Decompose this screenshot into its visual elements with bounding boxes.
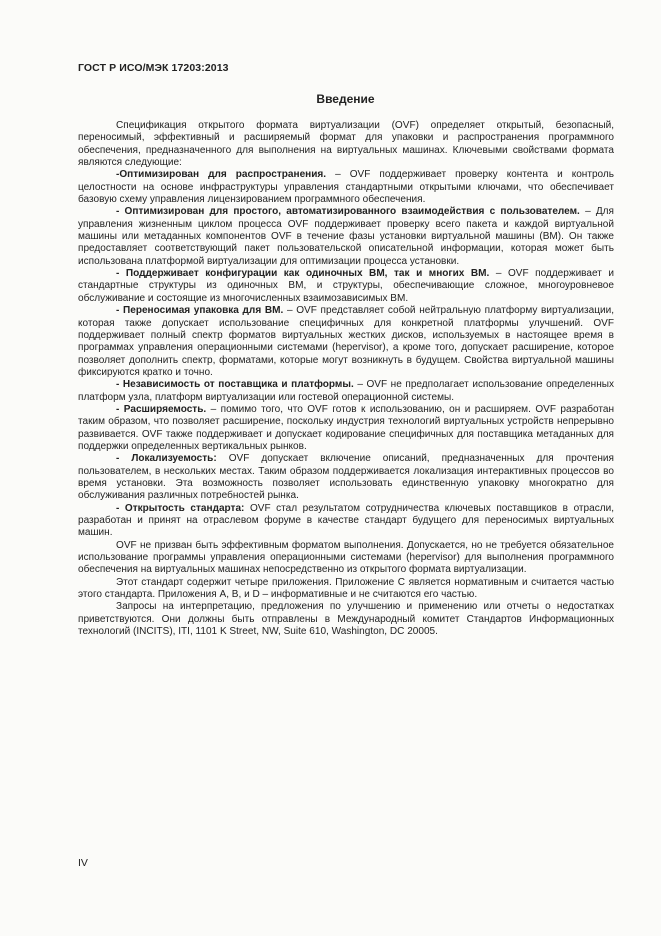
list-item-distribution: -Оптимизирован для распространения. – OVF поддерживает проверку контента и контроль целостности на основе инфраструктуры управления стандартными открытыми ключами, что обеспечивает базовую схему управления лицензированием программного обеспечения. <box>78 169 614 206</box>
page-number: IV <box>78 857 88 869</box>
list-item-open-standard: - Открытость стандарта: OVF стал результатом сотрудничества ключевых поставщиков в отрасли, разработан и принят на отраслевом форуме в качестве стандарт будущего для переносимых виртуальных машин. <box>78 502 615 539</box>
section-title: Введение <box>316 92 375 106</box>
document-header: ГОСТ Р ИСО/МЭК 17203:2013 <box>78 62 229 74</box>
list-item-vendor-independence: - Независимость от поставщика и платформы. – OVF не предполагает использование определенных платформ узла, платформ виртуализации или гостевой операционной системы. <box>78 379 614 403</box>
list-item-portable-packaging: - Переносимая упаковка для ВМ. – OVF представляет собой нейтральную платформу виртуализации, которая также допускает использование специфичных для конкретной платформы улучшений. OVF поддерживает полный спектр форматов виртуальных жестких дисков, используемых в настоящее время в программах управления операционными системами (hepervisor), а кроме того, допускает расширение, которое позволяет дополнить спектр, форматами, которые могут возникнуть в будущем. Свойства виртуальной машины фиксируются кратко и точно. <box>78 305 615 378</box>
list-item-configurations: - Поддерживает конфигурации как одиночных ВМ, так и многих ВМ. – OVF поддерживает и стандартные структуры из одиночных ВМ, и структуры, обеспечивающие сложное, многоуровневое обслуживание и состоящие из многочисленных взаимозависимых ВМ. <box>78 268 614 304</box>
paragraph-execution-format: OVF не призван быть эффективным форматом выполнения. Допускается, но не требуется обязательное использование программы управления операционными системами (hepervisor) для выполнения программного обеспечения на виртуальных машинах непосредственно из открытого формата виртуализации. <box>78 539 614 576</box>
introduction-body <box>78 120 614 638</box>
paragraph-requests: Запросы на интерпретацию, предложения по улучшению и применению или отчеты о недостатках приветствуются. Они должны быть отправлены в Международный комитет Стандартов Информационных технологий (INCITS), ITI, 1101 K Street, NW, Suite 610, Washington, DC 20005. <box>78 601 614 638</box>
list-item-localizability: - Локализуемость: OVF допускает включение описаний, предназначенных для прочтения пользователем, в нескольких местах. Таким образом поддерживается локализация интерактивных процессов во время установки. Эта возможность позволяет использовать единственную упаковку многократно для обслуживания различных потребностей рынка. <box>78 453 614 502</box>
paragraph-intro: Спецификация открытого формата виртуализации (OVF) определяет открытый, безопасный, переносимый, эффективный и расширяемый формат для упаковки и распространения программного обеспечения, предназначенного для выполнения на виртуальных машинах. Ключевыми свойствами формата являются следующие: <box>78 120 614 169</box>
paragraph-annexes: Этот стандарт содержит четыре приложения. Приложение C является нормативным и считается частью этого стандарта. Приложения A, B, и D – информативные и не считаются его частью. <box>78 576 614 601</box>
list-item-user-interaction: - Оптимизирован для простого, автоматизированного взаимодействия с пользователем. – Для управления жизненным циклом процесса OVF поддерживает проверку всего пакета и каждой виртуальной машины или метаданных компонентов OVF в течение фазы установки виртуальной машины (ВМ). Он также предоставляет соответствующий пакет пользовательской описательной информации, которая может быть использована платформой виртуализации для оптимизации процесса установки. <box>78 206 614 267</box>
list-item-extensibility: - Расширяемость. – помимо того, что OVF готов к использованию, он и расширяем. OVF разработан таким образом, что позволяет расширение, поскольку индустрия технологий виртуальных устройств непрерывно развивается. OVF также поддерживает и допускает кодирование специфичных для поставщика метаданных для поддержки определенных вертикальных рынков. <box>78 403 614 452</box>
